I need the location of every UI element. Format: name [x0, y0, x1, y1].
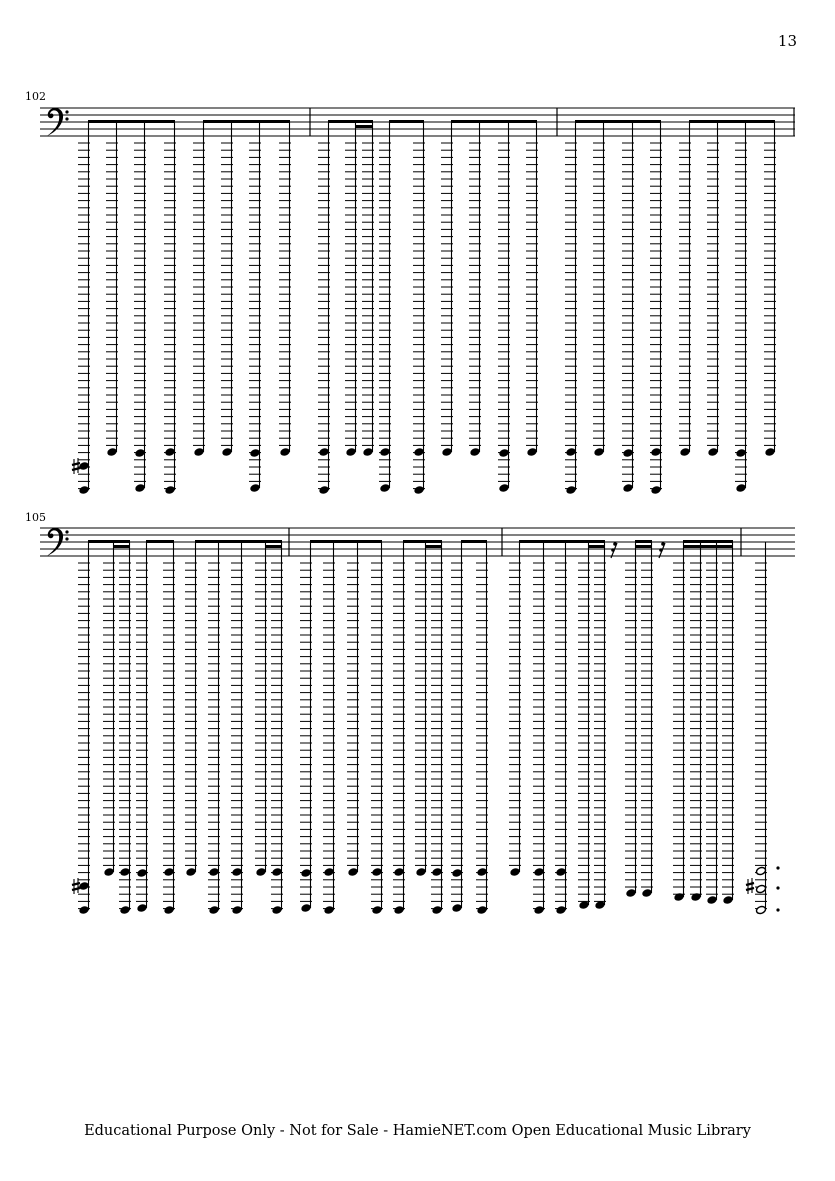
notehead	[319, 485, 330, 494]
note	[593, 122, 605, 457]
note	[208, 542, 220, 915]
notehead	[272, 867, 283, 876]
notehead	[79, 881, 90, 890]
notehead	[556, 867, 567, 876]
note	[622, 122, 634, 493]
note	[136, 542, 148, 913]
note	[379, 122, 391, 493]
note	[271, 542, 283, 915]
note	[78, 542, 90, 915]
notehead	[232, 905, 243, 914]
beam	[635, 545, 652, 548]
notehead	[432, 905, 443, 914]
notehead	[104, 867, 115, 876]
notehead	[272, 905, 283, 914]
notehead	[324, 905, 335, 914]
notehead	[642, 888, 653, 897]
note	[565, 122, 577, 495]
note	[185, 542, 197, 877]
note	[509, 542, 521, 877]
note	[413, 122, 425, 495]
notehead	[566, 485, 577, 494]
beam	[203, 120, 290, 123]
notehead	[534, 867, 545, 876]
beam	[389, 120, 424, 123]
measure-number-102: 102	[25, 90, 46, 103]
notehead	[414, 447, 425, 456]
measure-number-105: 105	[25, 511, 46, 524]
beam	[355, 125, 373, 128]
notehead	[499, 483, 510, 492]
notehead	[623, 448, 634, 457]
sharp-icon	[72, 878, 80, 894]
notehead	[348, 867, 359, 876]
clef-dot	[65, 530, 68, 533]
notehead	[756, 905, 767, 914]
notehead	[707, 895, 718, 904]
notehead	[765, 447, 776, 456]
beam	[519, 540, 605, 543]
notehead	[372, 905, 383, 914]
notehead	[499, 448, 510, 457]
notehead	[120, 905, 131, 914]
note	[469, 122, 481, 457]
page-number: 13	[777, 32, 797, 50]
note	[119, 542, 131, 915]
notehead	[680, 447, 691, 456]
note	[555, 542, 567, 915]
note	[134, 122, 146, 493]
notehead	[301, 868, 312, 877]
note	[679, 122, 691, 457]
notehead	[186, 867, 197, 876]
notehead	[723, 895, 734, 904]
clef-dot	[65, 537, 68, 540]
notehead	[416, 867, 427, 876]
notehead	[209, 905, 220, 914]
notehead	[566, 447, 577, 456]
notehead	[137, 868, 148, 877]
beam	[425, 545, 442, 548]
notehead	[651, 447, 662, 456]
notehead	[135, 483, 146, 492]
notehead	[736, 448, 747, 457]
notehead	[708, 447, 719, 456]
notehead	[442, 447, 453, 456]
note	[318, 122, 330, 495]
notehead	[527, 447, 538, 456]
notehead	[232, 867, 243, 876]
note	[526, 122, 538, 457]
notehead	[626, 888, 637, 897]
notehead	[319, 447, 330, 456]
notehead	[623, 483, 634, 492]
staff-system-1	[40, 108, 795, 495]
notehead	[250, 483, 261, 492]
notehead	[414, 485, 425, 494]
dot	[776, 908, 779, 911]
note	[163, 542, 175, 915]
note	[451, 542, 463, 913]
notehead	[651, 485, 662, 494]
notehead	[256, 867, 267, 876]
note	[193, 122, 205, 457]
beam	[683, 540, 733, 543]
beam	[310, 540, 382, 543]
notehead	[79, 485, 90, 494]
beam	[575, 120, 661, 123]
note	[764, 122, 776, 457]
clef-dot	[65, 110, 68, 113]
notehead	[380, 447, 391, 456]
note	[431, 542, 443, 915]
note	[578, 542, 590, 910]
note	[249, 122, 261, 493]
note	[78, 122, 90, 495]
notehead	[165, 447, 176, 456]
notehead	[534, 905, 545, 914]
note	[673, 542, 685, 902]
note	[641, 542, 653, 898]
beam	[88, 120, 175, 123]
notehead	[372, 867, 383, 876]
beam	[195, 540, 282, 543]
note	[706, 542, 718, 905]
note	[164, 122, 176, 495]
notehead	[432, 867, 443, 876]
staff-system-2	[40, 528, 795, 915]
beam	[683, 545, 733, 548]
beam	[265, 545, 282, 548]
note	[533, 542, 545, 915]
notehead	[165, 485, 176, 494]
note	[371, 542, 383, 915]
beam	[146, 540, 174, 543]
notehead	[280, 447, 291, 456]
notehead	[135, 448, 146, 457]
note	[722, 542, 734, 905]
notehead	[137, 903, 148, 912]
notehead	[380, 483, 391, 492]
beam	[588, 545, 605, 548]
note	[279, 122, 291, 457]
note	[650, 122, 662, 495]
note	[594, 542, 606, 910]
note	[415, 542, 427, 877]
notehead	[301, 903, 312, 912]
notehead	[452, 868, 463, 877]
notehead	[222, 447, 233, 456]
notehead	[510, 867, 521, 876]
beam	[328, 120, 373, 123]
notehead	[324, 867, 335, 876]
sharp-icon	[746, 878, 754, 894]
notehead	[250, 448, 261, 457]
note	[393, 542, 405, 915]
notehead	[394, 867, 405, 876]
beam	[113, 545, 130, 548]
beam	[689, 120, 775, 123]
footer-text: Educational Purpose Only - Not for Sale - HamieNET.com Open Educational Music Library	[84, 1123, 751, 1139]
notehead	[120, 867, 131, 876]
beam	[88, 540, 130, 543]
note	[690, 542, 702, 902]
notehead	[477, 905, 488, 914]
notehead	[556, 905, 567, 914]
beam	[451, 120, 537, 123]
dot	[776, 866, 779, 869]
note	[221, 122, 233, 457]
note	[735, 122, 747, 493]
notehead	[107, 447, 118, 456]
note	[347, 542, 359, 877]
note	[476, 542, 488, 915]
dot	[776, 886, 779, 889]
note	[231, 542, 243, 915]
note	[300, 542, 312, 913]
note	[103, 542, 115, 877]
notehead	[79, 461, 90, 470]
notehead	[477, 867, 488, 876]
note	[362, 122, 374, 457]
note	[498, 122, 510, 493]
notehead	[756, 884, 767, 893]
notehead	[452, 903, 463, 912]
notehead	[736, 483, 747, 492]
note	[323, 542, 335, 915]
note	[345, 122, 357, 457]
beam	[461, 540, 487, 543]
notehead	[209, 867, 220, 876]
notehead	[594, 447, 605, 456]
note	[255, 542, 267, 877]
note	[707, 122, 719, 457]
beam	[635, 540, 652, 543]
beam	[403, 540, 442, 543]
note	[106, 122, 118, 457]
note	[441, 122, 453, 457]
notehead	[194, 447, 205, 456]
notehead	[394, 905, 405, 914]
notehead	[363, 447, 374, 456]
notehead	[164, 867, 175, 876]
notehead	[79, 905, 90, 914]
notehead	[164, 905, 175, 914]
clef-dot	[65, 117, 68, 120]
sharp-icon	[72, 458, 80, 474]
notehead	[346, 447, 357, 456]
notehead	[756, 866, 767, 875]
note	[755, 542, 767, 915]
notehead	[470, 447, 481, 456]
note	[625, 542, 637, 898]
